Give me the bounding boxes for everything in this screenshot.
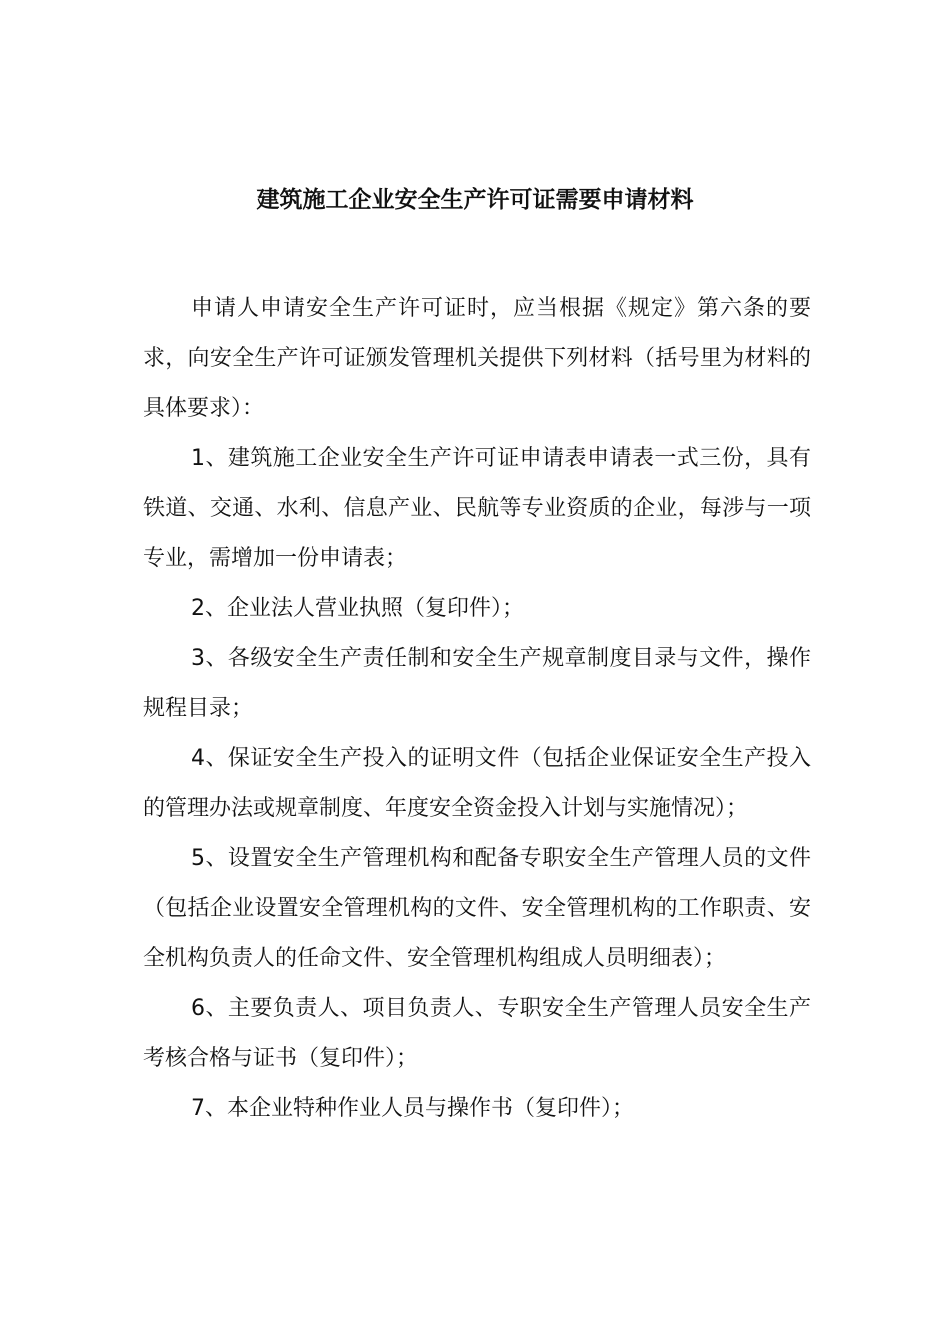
list-item-5: 5、设置安全生产管理机构和配备专职安全生产管理人员的文件（包括企业设置安全管理机构的文件、安全管理机构的工作职责、安全机构负责人的任命文件、安全管理机构组成人员明细表）； [143, 846, 811, 971]
list-item-2: 2、企业法人营业执照（复印件）； [191, 596, 524, 621]
list-item-3: 3、各级安全生产责任制和安全生产规章制度目录与文件，操作规程目录； [143, 646, 811, 721]
list-item-1: 1、建筑施工企业安全生产许可证申请表申请表一式三份，具有铁道、交通、水利、信息产业、民航等专业资质的企业，每涉与一项专业，需增加一份申请表； [143, 446, 811, 571]
list-item-6: 6、主要负责人、项目负责人、专职安全生产管理人员安全生产考核合格与证书（复印件）； [143, 996, 811, 1071]
intro-paragraph: 申请人申请安全生产许可证时，应当根据《规定》第六条的要求，向安全生产许可证颁发管理机关提供下列材料（括号里为材料的具体要求）： [143, 296, 811, 421]
list-item-7: 7、本企业特种作业人员与操作书（复印件）； [191, 1096, 634, 1121]
list-item-4: 4、保证安全生产投入的证明文件（包括企业保证安全生产投入的管理办法或规章制度、年度安全资金投入计划与实施情况）； [143, 746, 811, 821]
document-body [143, 284, 811, 1134]
document-title: 建筑施工企业安全生产许可证需要申请材料 [256, 187, 694, 213]
